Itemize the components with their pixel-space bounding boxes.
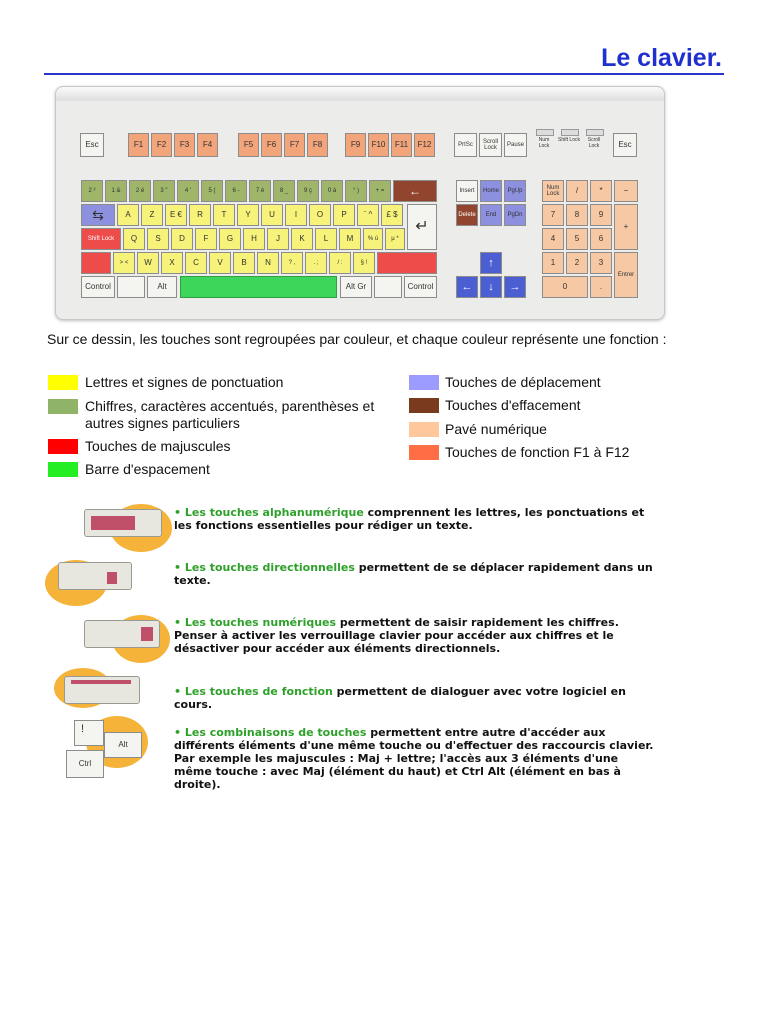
item-combinations — [174, 726, 654, 791]
item-alphanumeric — [174, 506, 654, 532]
numpad-7: 7 — [542, 204, 564, 226]
legend-swatch-letters — [48, 375, 78, 390]
key-num-12: + = — [369, 180, 391, 202]
legend-swatch-delete — [409, 398, 439, 413]
legend-swatch-space — [48, 462, 78, 477]
numpad-1: 1 — [542, 252, 564, 274]
key-u-grave: % ù — [363, 228, 383, 250]
key-c: C — [185, 252, 207, 274]
numpad-divide: / — [566, 180, 588, 202]
key-shift-lock: Shift Lock — [81, 228, 121, 250]
item-bullet: • — [174, 561, 182, 574]
keyboard-icon-directional — [58, 562, 132, 590]
key-p: P — [333, 204, 355, 226]
led-scroll-lock — [586, 129, 604, 136]
key-i: I — [285, 204, 307, 226]
item-highlight: Les touches alphanumérique — [184, 506, 364, 519]
key-o: O — [309, 204, 331, 226]
legend-label-function: Touches de fonction F1 à F12 — [445, 444, 630, 460]
item-highlight: Les touches de fonction — [184, 685, 333, 698]
combo-key-exclamation: ! — [74, 720, 104, 746]
key-arrow-right: → — [504, 276, 526, 298]
item-text: permettent de se déplacer rapidement dans un texte. — [174, 561, 653, 587]
numpad-plus: + — [614, 204, 638, 250]
item-highlight: Les touches numériques — [184, 616, 337, 629]
key-num-0: 2 ² — [81, 180, 103, 202]
page-title: Le clavier. — [601, 44, 722, 72]
item-highlight: Les combinaisons de touches — [184, 726, 367, 739]
key-exclamation: § ! — [353, 252, 375, 274]
legend-label-numpad: Pavé numérique — [445, 421, 547, 437]
key-pgup: PgUp — [504, 180, 526, 202]
numpad-4: 4 — [542, 228, 564, 250]
key-num-2: 2 é — [129, 180, 151, 202]
numpad-enter: Entrer — [614, 252, 638, 298]
key-r: R — [189, 204, 211, 226]
numpad-num-lock: Num Lock — [542, 180, 564, 202]
legend-label-letters: Lettres et signes de ponctuation — [85, 374, 284, 390]
key-caret: ¨ ^ — [357, 204, 379, 226]
key-f12: F12 — [414, 133, 435, 157]
keyboard-top-edge — [56, 87, 664, 101]
keyboard-icon-numeric — [84, 620, 160, 648]
key-scroll-lock: Scroll Lock — [479, 133, 502, 157]
key-prtsc: PrtSc — [454, 133, 477, 157]
key-v: V — [209, 252, 231, 274]
key-spacebar — [180, 276, 337, 298]
legend-swatch-function — [409, 445, 439, 460]
key-enter: ↵ — [407, 204, 437, 250]
key-m: M — [339, 228, 361, 250]
key-shift-left — [81, 252, 111, 274]
numpad-0: 0 — [542, 276, 588, 298]
key-end: End — [480, 204, 502, 226]
key-control-left: Control — [81, 276, 115, 298]
key-q: Q — [123, 228, 145, 250]
item-function — [174, 685, 654, 711]
key-esc: Esc — [80, 133, 104, 157]
numpad-minus: − — [614, 180, 638, 202]
key-backspace: ← — [393, 180, 437, 202]
key-y: Y — [237, 204, 259, 226]
key-f2: F2 — [151, 133, 172, 157]
key-asterisk: µ * — [385, 228, 405, 250]
combo-key-ctrl: Ctrl — [66, 750, 104, 778]
key-esc-right: Esc — [613, 133, 637, 157]
key-j: J — [267, 228, 289, 250]
keyboard-icon-function — [64, 676, 140, 704]
key-f6: F6 — [261, 133, 282, 157]
key-arrow-down: ↓ — [480, 276, 502, 298]
key-f10: F10 — [368, 133, 389, 157]
key-arrow-left: ← — [456, 276, 478, 298]
keyboard-diagram — [55, 86, 665, 320]
led-label-shift-lock: Shift Lock — [558, 137, 580, 143]
key-dollar: £ $ — [381, 204, 403, 226]
key-blank-left — [117, 276, 145, 298]
key-f8: F8 — [307, 133, 328, 157]
led-label-num-lock: Num Lock — [538, 137, 550, 149]
legend-swatch-digits — [48, 399, 78, 414]
key-num-3: 3 " — [153, 180, 175, 202]
key-h: H — [243, 228, 265, 250]
numpad-3: 3 — [590, 252, 612, 274]
item-highlight: Les touches directionnelles — [184, 561, 355, 574]
highlight-function — [71, 680, 131, 684]
key-comma: ? , — [281, 252, 303, 274]
key-d: D — [171, 228, 193, 250]
key-colon: / : — [329, 252, 351, 274]
item-directional — [174, 561, 654, 587]
item-bullet: • — [174, 506, 182, 519]
key-l: L — [315, 228, 337, 250]
key-f4: F4 — [197, 133, 218, 157]
key-s: S — [147, 228, 169, 250]
key-f3: F3 — [174, 133, 195, 157]
key-a: A — [117, 204, 139, 226]
numpad-8: 8 — [566, 204, 588, 226]
key-num-10: 0 à — [321, 180, 343, 202]
key-num-1: 1 & — [105, 180, 127, 202]
key-f7: F7 — [284, 133, 305, 157]
key-arrow-up: ↑ — [480, 252, 502, 274]
key-k: K — [291, 228, 313, 250]
key-insert: Insert — [456, 180, 478, 202]
item-bullet: • — [174, 726, 182, 739]
item-text: permettent de saisir rapidement les chiffres. Penser à activer les verrouillage clavier pour accéder aux chiffres et le désactiver pour accéder aux éléments directionnels. — [174, 616, 619, 655]
key-u: U — [261, 204, 283, 226]
key-x: X — [161, 252, 183, 274]
key-e: E € — [165, 204, 187, 226]
highlight-directional — [107, 572, 117, 584]
key-altgr: Alt Gr — [340, 276, 372, 298]
item-numeric — [174, 616, 654, 655]
key-t: T — [213, 204, 235, 226]
key-w: W — [137, 252, 159, 274]
legend-label-shift: Touches de majuscules — [85, 438, 231, 454]
numpad-5: 5 — [566, 228, 588, 250]
legend-label-navigation: Touches de déplacement — [445, 374, 601, 390]
numpad-2: 2 — [566, 252, 588, 274]
key-b: B — [233, 252, 255, 274]
highlight-alphanumeric — [91, 516, 135, 530]
keyboard-icon-alphanumeric — [84, 509, 162, 537]
key-num-9: 9 ç — [297, 180, 319, 202]
key-num-7: 7 è — [249, 180, 271, 202]
legend-swatch-shift — [48, 439, 78, 454]
legend-swatch-navigation — [409, 375, 439, 390]
item-bullet: • — [174, 616, 182, 629]
led-num-lock — [536, 129, 554, 136]
numpad-decimal: . — [590, 276, 612, 298]
item-text: permettent de dialoguer avec votre logiciel en cours. — [174, 685, 626, 711]
key-n: N — [257, 252, 279, 274]
combo-key-alt: Alt — [104, 732, 142, 758]
key-f: F — [195, 228, 217, 250]
highlight-numeric — [141, 627, 153, 641]
key-blank-right — [374, 276, 402, 298]
key-less-than: > < — [113, 252, 135, 274]
key-f1: F1 — [128, 133, 149, 157]
key-num-6: 6 - — [225, 180, 247, 202]
key-tab: ⇆ — [81, 204, 115, 226]
key-semicolon: . ; — [305, 252, 327, 274]
key-f5: F5 — [238, 133, 259, 157]
title-underline — [44, 73, 724, 75]
item-text: permettent entre autre d'accéder aux différents éléments d'une même touche ou d'effectuer des raccourcis clavier. Par exemple les majuscules : Maj + lettre; l'accès aux 3 éléments d'une même touche : avec Maj (élément du haut) et Ctrl Alt (élément en bas à droite). — [174, 726, 654, 791]
key-delete: Delete — [456, 204, 478, 226]
key-g: G — [219, 228, 241, 250]
legend-label-digits: Chiffres, caractères accentués, parenthèses et autres signes particuliers — [85, 398, 375, 431]
key-f11: F11 — [391, 133, 412, 157]
legend-label-space: Barre d'espacement — [85, 461, 210, 477]
numpad-9: 9 — [590, 204, 612, 226]
key-control-right: Control — [404, 276, 437, 298]
key-f9: F9 — [345, 133, 366, 157]
item-text: comprennent les lettres, les ponctuations et les fonctions essentielles pour rédiger un texte. — [174, 506, 645, 532]
legend-swatch-numpad — [409, 422, 439, 437]
led-shift-lock — [561, 129, 579, 136]
key-home: Home — [480, 180, 502, 202]
key-num-5: 5 ( — [201, 180, 223, 202]
intro-text: Sur ce dessin, les touches sont regroupées par couleur, et chaque couleur représente une fonction : — [47, 331, 667, 347]
key-shift-right — [377, 252, 437, 274]
legend-label-delete: Touches d'effacement — [445, 397, 581, 413]
key-alt: Alt — [147, 276, 177, 298]
led-label-scroll-lock: Scroll Lock — [587, 137, 601, 149]
key-num-11: ° ) — [345, 180, 367, 202]
key-pgdn: PgDn — [504, 204, 526, 226]
numpad-multiply: * — [590, 180, 612, 202]
numpad-6: 6 — [590, 228, 612, 250]
key-pause: Pause — [504, 133, 527, 157]
item-bullet: • — [174, 685, 182, 698]
key-num-4: 4 ' — [177, 180, 199, 202]
key-z: Z — [141, 204, 163, 226]
key-num-8: 8 _ — [273, 180, 295, 202]
